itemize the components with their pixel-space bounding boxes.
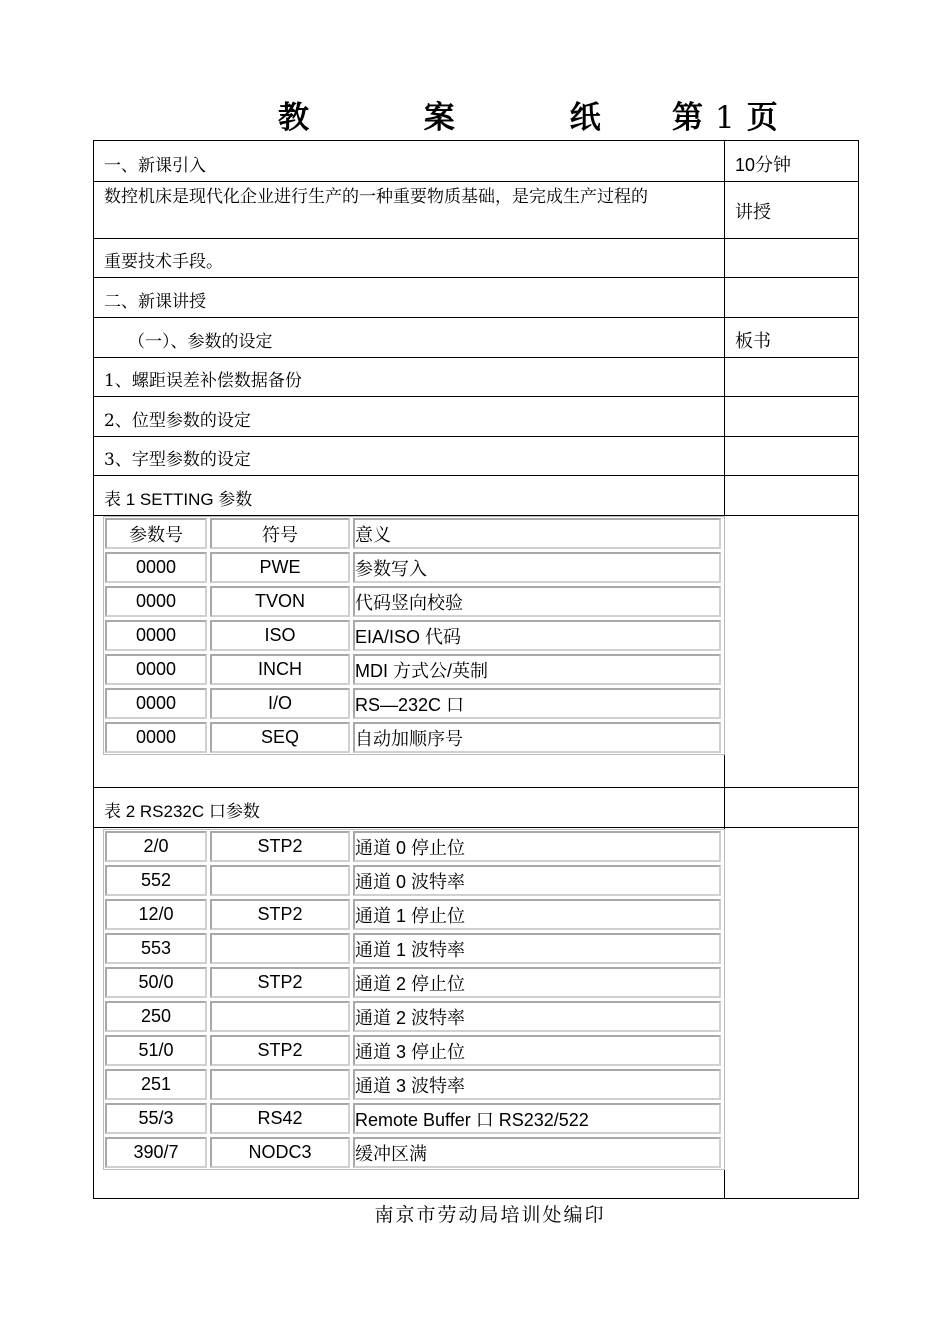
table-row bbox=[94, 181, 858, 239]
param-symbol: NODC3 bbox=[210, 1137, 350, 1168]
param-symbol: ISO bbox=[210, 620, 350, 651]
param-symbol bbox=[210, 1001, 350, 1032]
param-symbol: RS42 bbox=[210, 1103, 350, 1134]
param-number: 250 bbox=[105, 1001, 207, 1032]
table-row bbox=[105, 1001, 723, 1032]
row-text: 3、字型参数的设定 bbox=[104, 450, 251, 470]
page-header bbox=[0, 88, 950, 136]
lesson-plan-table bbox=[93, 140, 859, 1199]
column-header: 参数号 bbox=[105, 518, 207, 549]
table-row bbox=[105, 620, 723, 651]
param-number: 12/0 bbox=[105, 899, 207, 930]
param-symbol: STP2 bbox=[210, 831, 350, 862]
rs232c-parameter-table bbox=[103, 829, 725, 1170]
setting-parameter-table bbox=[103, 516, 725, 755]
document-title: 教 案 纸 bbox=[278, 100, 653, 136]
table-row bbox=[105, 865, 723, 896]
table-row bbox=[105, 933, 723, 964]
table-row bbox=[105, 1103, 723, 1134]
table-caption-row bbox=[94, 787, 858, 828]
param-number: 0000 bbox=[105, 552, 207, 583]
param-meaning: 自动加顺序号 bbox=[353, 722, 721, 753]
table-row bbox=[94, 317, 858, 358]
param-symbol: PWE bbox=[210, 552, 350, 583]
param-number: 553 bbox=[105, 933, 207, 964]
param-meaning: 通道 0 停止位 bbox=[353, 831, 721, 862]
table-row bbox=[94, 141, 858, 182]
param-symbol: TVON bbox=[210, 586, 350, 617]
param-symbol: I/O bbox=[210, 688, 350, 719]
row-text: 重要技术手段。 bbox=[104, 252, 223, 272]
table2-caption: 表 2 RS232C 口参数 bbox=[104, 802, 260, 821]
table-row bbox=[105, 831, 723, 862]
row-text: （一）、参数的设定 bbox=[128, 332, 273, 352]
table-caption-row bbox=[94, 475, 858, 516]
param-symbol: STP2 bbox=[210, 967, 350, 998]
table-row bbox=[105, 552, 723, 583]
param-meaning: 通道 2 停止位 bbox=[353, 967, 721, 998]
param-symbol bbox=[210, 865, 350, 896]
table-row bbox=[94, 238, 858, 278]
param-number: 0000 bbox=[105, 722, 207, 753]
table1-caption: 表 1 SETTING 参数 bbox=[104, 490, 253, 509]
param-meaning: 通道 2 波特率 bbox=[353, 1001, 721, 1032]
param-meaning: 通道 3 停止位 bbox=[353, 1035, 721, 1066]
table-row bbox=[105, 688, 723, 719]
table-row bbox=[105, 586, 723, 617]
param-number: 0000 bbox=[105, 654, 207, 685]
param-meaning: 缓冲区满 bbox=[353, 1137, 721, 1168]
param-meaning: 代码竖向校验 bbox=[353, 586, 721, 617]
param-number: 55/3 bbox=[105, 1103, 207, 1134]
page-prefix: 第 bbox=[672, 100, 703, 136]
table-row bbox=[94, 396, 858, 437]
param-number: 552 bbox=[105, 865, 207, 896]
table-row bbox=[94, 277, 858, 318]
table-row bbox=[105, 654, 723, 685]
param-symbol: INCH bbox=[210, 654, 350, 685]
table-row bbox=[105, 967, 723, 998]
table-row bbox=[105, 1035, 723, 1066]
param-symbol bbox=[210, 1069, 350, 1100]
param-meaning: MDI 方式公/英制 bbox=[353, 654, 721, 685]
table2-block bbox=[94, 827, 858, 1199]
row-note: 10分钟 bbox=[735, 155, 792, 175]
param-meaning: 通道 1 停止位 bbox=[353, 899, 721, 930]
row-note: 讲授 bbox=[735, 202, 771, 222]
param-meaning: 通道 0 波特率 bbox=[353, 865, 721, 896]
param-symbol: SEQ bbox=[210, 722, 350, 753]
param-symbol: STP2 bbox=[210, 899, 350, 930]
param-number: 0000 bbox=[105, 586, 207, 617]
table1-block bbox=[94, 515, 858, 788]
row-text: 二、新课讲授 bbox=[104, 292, 206, 311]
table-row bbox=[105, 1069, 723, 1100]
table-row bbox=[94, 357, 858, 397]
row-text: 一、新课引入 bbox=[104, 156, 206, 175]
page-number: 1 bbox=[715, 100, 735, 136]
page-suffix: 页 bbox=[746, 100, 778, 136]
row-text: 数控机床是现代化企业进行生产的一种重要物质基础，是完成生产过程的 bbox=[104, 187, 648, 207]
table-row bbox=[105, 1137, 723, 1168]
footer-text: 南京市劳动局培训处编印 bbox=[374, 1204, 606, 1226]
publisher-footer bbox=[0, 1200, 950, 1227]
table-row bbox=[105, 722, 723, 753]
param-number: 0000 bbox=[105, 620, 207, 651]
page-number-label bbox=[672, 92, 778, 137]
param-meaning: 通道 3 波特率 bbox=[353, 1069, 721, 1100]
row-note: 板书 bbox=[735, 331, 771, 351]
table-header-row bbox=[105, 518, 723, 549]
param-number: 0000 bbox=[105, 688, 207, 719]
param-symbol: STP2 bbox=[210, 1035, 350, 1066]
column-header: 意义 bbox=[353, 518, 721, 549]
table-row bbox=[94, 436, 858, 476]
param-symbol bbox=[210, 933, 350, 964]
param-number: 390/7 bbox=[105, 1137, 207, 1168]
param-number: 251 bbox=[105, 1069, 207, 1100]
param-meaning: 通道 1 波特率 bbox=[353, 933, 721, 964]
param-meaning: RS—232C 口 bbox=[353, 688, 721, 719]
column-header: 符号 bbox=[210, 518, 350, 549]
row-text: 1、螺距误差补偿数据备份 bbox=[104, 371, 302, 391]
param-number: 50/0 bbox=[105, 967, 207, 998]
param-meaning: 参数写入 bbox=[353, 552, 721, 583]
param-number: 51/0 bbox=[105, 1035, 207, 1066]
row-text: 2、位型参数的设定 bbox=[104, 411, 251, 431]
param-meaning: EIA/ISO 代码 bbox=[353, 620, 721, 651]
table-row bbox=[105, 899, 723, 930]
param-number: 2/0 bbox=[105, 831, 207, 862]
param-meaning: Remote Buffer 口 RS232/522 bbox=[353, 1103, 721, 1134]
